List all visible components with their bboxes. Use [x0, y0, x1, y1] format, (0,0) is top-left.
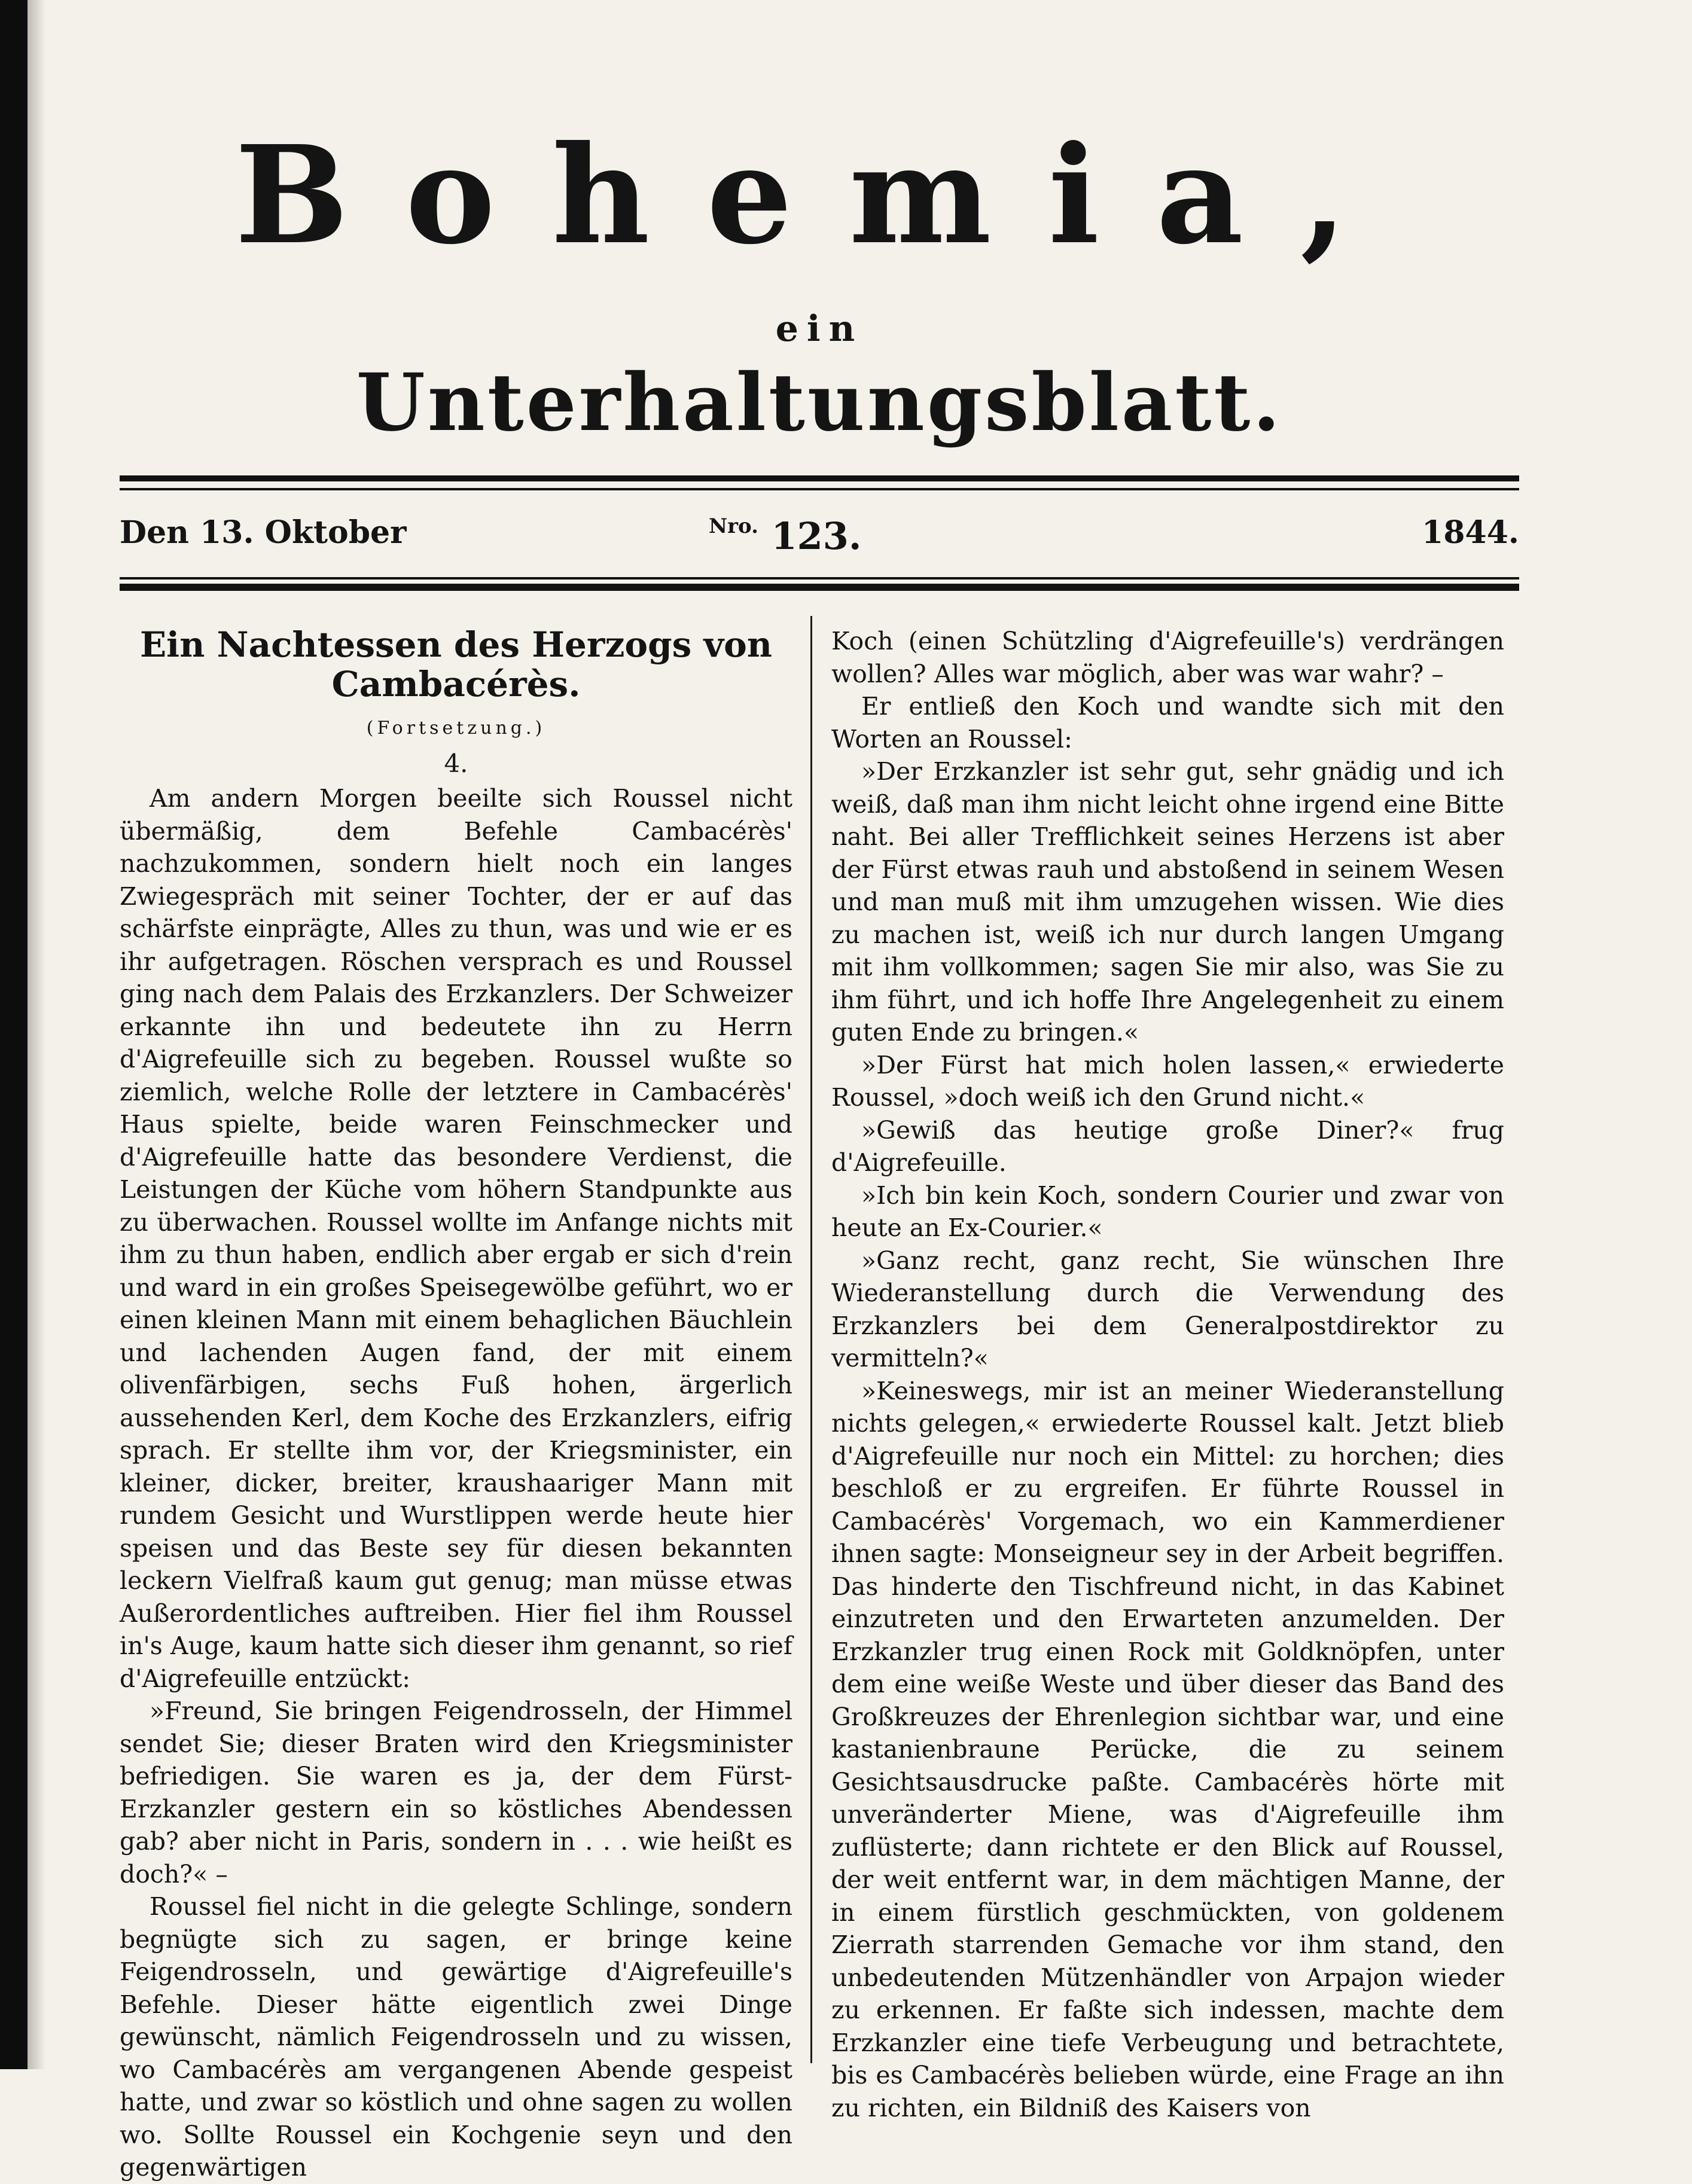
article-title: Ein Nachtessen des Herzogs von Cambacérès. — [139, 624, 773, 704]
paragraph: »Ganz recht, ganz recht, Sie wünschen Ihre Wiederanstellung durch die Verwendung des Erzkanzlers bei dem Generalpostdirektor zu vermitteln?« — [831, 1246, 1504, 1372]
paragraph: »Der Erzkanzler ist sehr gut, sehr gnädig und ich weiß, daß man ihm nicht leicht ohne irgend eine Bitte naht. Bei aller Trefflichkeit seines Herzens ist aber der Fürst etwas rauh und abstoßend in seinem Wesen und man muß mit ihm umzugehen wissen. Wie dies zu machen ist, weiß ich nur durch langen Umgang mit ihm vollkommen; sagen Sie mir also, was Sie zu ihm führt, und ich hoffe Ihre Angelegenheit zu einem guten Ende zu bringen.« — [831, 757, 1504, 1047]
continuation-note: (Fortsetzung.) — [366, 718, 546, 739]
issue-number-prefix: Nro. — [709, 514, 758, 538]
paragraph: Roussel fiel nicht in die gelegte Schlinge, sondern begnügte sich zu sagen, er bringe keine Feigendrosseln, und gewärtige d'Aigrefeuille's Befehle. Dieser hätte eigentlich zwei Dinge gewünscht, nämlich Feigendrosseln und zu wissen, wo Cambacérès am vergangenen Abende gespeist hatte, und zwar so köstlich und ohne sagen zu wollen wo. Sollte Roussel ein Kochgenie seyn und den gegenwärtigen — [120, 1892, 792, 2182]
paragraph: Koch (einen Schützling d'Aigrefeuille's) verdrängen wollen? Alles war möglich, aber was war wahr? – — [831, 627, 1504, 688]
paragraph: »Freund, Sie bringen Feigendrosseln, der Himmel sendet Sie; dieser Braten wird den Kriegsminister befriedigen. Sie waren es ja, der dem Fürst-Erzkanzler gestern ein so köstliches Abendessen gab? aber nicht in Paris, sondern in . . . wie heißt es doch?« – — [120, 1697, 792, 1889]
dateline-rule-thin — [120, 577, 1519, 579]
paragraph: »Der Fürst hat mich holen lassen,« erwiederte Roussel, »doch weiß ich den Grund nicht.« — [831, 1050, 1504, 1112]
masthead-title: Bohemia, — [234, 117, 1404, 274]
newspaper-page — [120, 0, 1519, 2182]
masthead-rule-thick — [120, 475, 1519, 481]
masthead-rule-thin — [120, 488, 1519, 490]
article-column-right — [831, 625, 1504, 2124]
paragraph: Am andern Morgen beeilte sich Roussel nicht übermäßig, dem Befehle Cambacérès' nachzukommen, sondern hielt noch ein langes Zwiegespräch mit seiner Tochter, der er auf das schärfste einprägte, Alles zu thun, was und wie er es ihr aufgetragen. Röschen versprach es und Roussel ging nach dem Palais des Erzkanzlers. Der Schweizer erkannte ihn und bedeutete ihn zu Herrn d'Aigrefeuille sich zu begeben. Roussel wußte so ziemlich, welche Rolle der letztere in Cambacérès' Haus spielte, beide waren Feinschmecker und d'Aigrefeuille hatte das besondere Verdienst, die Leistungen der Küche vom höhern Standpunkte aus zu überwachen. Roussel wollte im Anfange nichts mit ihm zu thun haben, endlich aber ergab er sich d'rein und ward in ein großes Speisegewölbe geführt, wo er einen kleinen Mann mit einem behaglichen Bäuchlein und lachenden Augen fand, der mit einem olivenfärbigen, sechs Fuß hohen, ärgerlich aussehenden Kerl, dem Koche des Erzkanzlers, eifrig sprach. Er stellte ihm vor, der Kriegsminister, ein kleiner, dicker, breiter, kraushaariger Mann mit rundem Gesicht und Wurstlippen werde heute hier speisen und das Beste sey für diesen bekannten leckern Vielfraß kaum gut genug; man müsse etwas Außerordentliches auftreiben. Hier fiel ihm Roussel in's Auge, kaum hatte sich dieser ihm genannt, so rief d'Aigrefeuille entzückt: — [120, 784, 792, 1693]
masthead-subtitle: Unterhaltungsblatt. — [356, 356, 1283, 449]
dateline-rule-thick — [120, 584, 1519, 591]
dateline — [120, 514, 1519, 562]
binding-shadow — [28, 0, 45, 2069]
paragraph: Er entließ den Koch und wandte sich mit den Worten an Roussel: — [831, 692, 1504, 754]
article-column-left — [120, 625, 792, 2184]
issue-number-value: 123. — [771, 514, 862, 558]
issue-date: Den 13. Oktober — [120, 514, 407, 551]
paragraph: »Gewiß das heutige große Diner?« frug d'Aigrefeuille. — [831, 1115, 1504, 1177]
paragraph: »Ich bin kein Koch, sondern Courier und zwar von heute an Ex-Courier.« — [831, 1181, 1504, 1242]
issue-number — [709, 514, 862, 558]
masthead-ein: ein — [775, 308, 864, 350]
page-binding-edge — [0, 0, 28, 2069]
column-divider — [810, 616, 812, 2063]
paragraph: »Keineswegs, mir ist an meiner Wiederanstellung nichts gelegen,« erwiederte Roussel kalt. Jetzt blieb d'Aigrefeuille nur noch ein Mittel: zu horchen; dies beschloß er zu ergreifen. Er führte Roussel in Cambacérès' Vorgemach, wo ein Kammerdiener ihnen sagte: Monseigneur sey in der Arbeit begriffen. Das hinderte den Tischfreund nicht, in das Kabinet einzutreten und den Erwarteten anzumelden. Der Erzkanzler trug einen Rock mit Goldknöpfen, unter dem eine weiße Weste und über dieser das Band des Großkreuzes der Ehrenlegion sichtbar war, und eine kastanienbraune Perücke, die zu seinem Gesichtsausdrucke paßte. Cambacérès hörte mit unveränderter Miene, was d'Aigrefeuille ihm zuflüsterte; dann richtete er den Blick auf Roussel, der weit entfernt war, in dem mächtigen Manne, der in einem fürstlich geschmückten, von goldenem Zierrath starrenden Gemache vor ihm stand, den unbedeutenden Mützenhändler von Arpajon wieder zu erkennen. Er faßte sich indessen, machte dem Erzkanzler eine tiefe Verbeugung und betrachtete, bis es Cambacérès belieben würde, eine Frage an ihn zu richten, ein Bildniß des Kaisers von — [831, 1376, 1504, 2122]
issue-year: 1844. — [1422, 514, 1519, 551]
section-number: 4. — [444, 748, 468, 778]
